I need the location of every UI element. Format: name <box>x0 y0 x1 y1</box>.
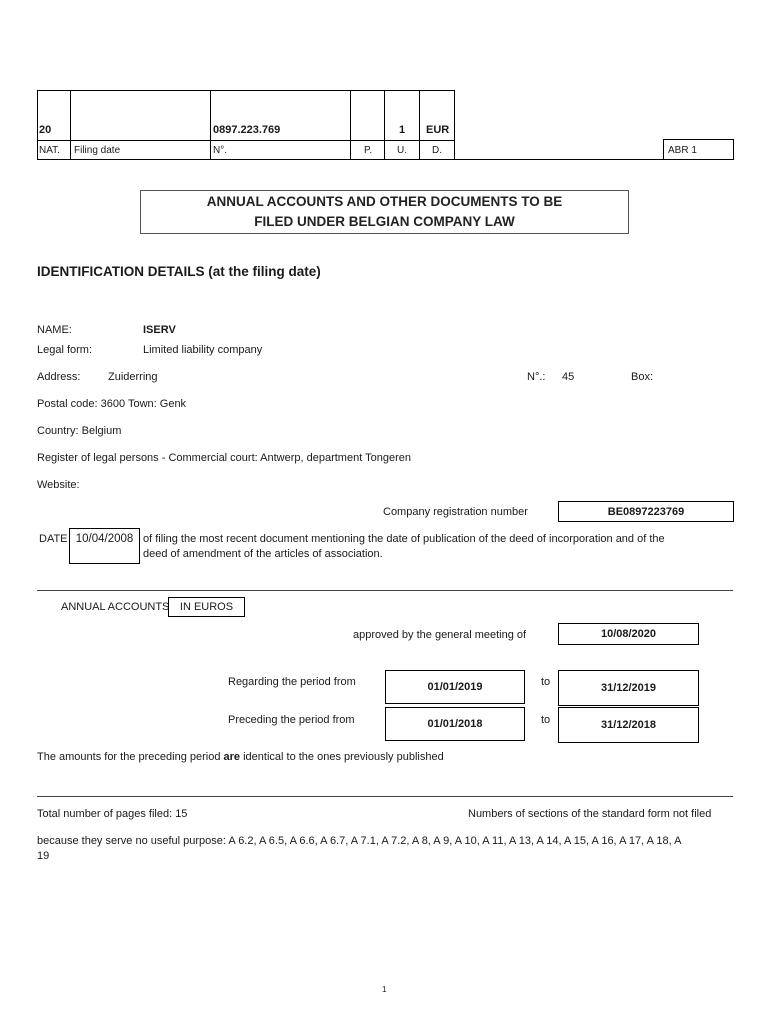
legal-form-label: Legal form: <box>37 344 93 356</box>
title-line-2: FILED UNDER BELGIAN COMPANY LAW <box>254 214 515 229</box>
country-value: Belgium <box>81 425 122 437</box>
website-label: Website: <box>37 479 80 491</box>
period-to: 31/12/2019 <box>558 670 699 706</box>
postal-line <box>37 398 186 410</box>
preceding-label: Preceding the period from <box>228 714 355 726</box>
company-reg-value: BE0897223769 <box>558 501 734 522</box>
filing-date-value: 10/04/2008 <box>69 528 140 564</box>
legal-form-value: Limited liability company <box>143 344 263 356</box>
sections-not-filed: Numbers of sections of the standard form not filed <box>468 808 712 820</box>
approved-label: approved by the general meeting of <box>353 629 527 641</box>
section-divider-1 <box>37 590 733 591</box>
town-value: Genk <box>159 398 187 410</box>
d-value: EUR <box>426 124 450 136</box>
address-label: Address: <box>37 371 81 383</box>
u-value: 1 <box>399 124 406 136</box>
box-label: Box: <box>631 371 654 383</box>
number-value: 0897.223.769 <box>213 124 281 136</box>
annual-accounts-label: ANNUAL ACCOUNTS <box>61 601 170 613</box>
period-to-label: to <box>541 676 551 688</box>
page-number: 1 <box>382 985 387 994</box>
street-number-label: N°.: <box>527 371 546 383</box>
register-line <box>37 452 411 464</box>
section-divider-2 <box>37 796 733 797</box>
d-label: D. <box>432 145 442 156</box>
preceding-to: 31/12/2018 <box>558 707 699 743</box>
identical-statement <box>37 751 444 763</box>
header-baseline <box>455 159 664 160</box>
preceding-to-label: to <box>541 714 551 726</box>
postal-value: 3600 <box>100 398 126 410</box>
country-line <box>37 425 121 437</box>
reason-line-1: because they serve no useful purpose: A 6.2, A 6.5, A 6.6, A 6.7, A 7.1, A 7.2, A 8, A 9, A 10, A 11, A 13, A 14, A 15, A 16, A 17, A 18, A <box>37 835 682 847</box>
company-reg-label: Company registration number <box>383 506 528 518</box>
header-divider <box>37 140 455 141</box>
currency-box: IN EUROS <box>168 597 245 617</box>
u-label: U. <box>397 145 407 156</box>
name-value: ISERV <box>143 324 176 336</box>
identification-heading: IDENTIFICATION DETAILS (at the filing date) <box>37 264 321 279</box>
number-label: N°. <box>213 145 227 156</box>
date-text-line-1: of filing the most recent document mentioning the date of publication of the deed of incorporation and of the <box>143 533 665 545</box>
p-label: P. <box>364 145 373 156</box>
street-number-value: 45 <box>562 371 575 383</box>
preceding-from: 01/01/2018 <box>385 707 525 741</box>
country-label: Country: <box>37 425 79 437</box>
identical-pre: The amounts for the preceding period <box>37 751 221 763</box>
name-label: NAME: <box>37 324 72 336</box>
register-value: Antwerp, department Tongeren <box>260 452 411 464</box>
register-label: Register of legal persons - Commercial court: <box>37 452 258 464</box>
nat-label: NAT. <box>39 145 60 156</box>
identical-post: identical to the ones previously published <box>243 751 444 763</box>
town-label: Town: <box>127 398 157 410</box>
document-title <box>140 190 629 234</box>
period-label: Regarding the period from <box>228 676 356 688</box>
total-pages: Total number of pages filed: 15 <box>37 808 188 820</box>
title-line-1: ANNUAL ACCOUNTS AND OTHER DOCUMENTS TO BE <box>206 194 563 209</box>
postal-label: Postal code: <box>37 398 98 410</box>
address-value: Zuiderring <box>108 371 158 383</box>
identical-bold: are <box>223 751 241 763</box>
period-from: 01/01/2019 <box>385 670 525 704</box>
date-text-line-2: deed of amendment of the articles of association. <box>143 548 383 560</box>
approved-date: 10/08/2020 <box>558 623 699 645</box>
nat-value: 20 <box>39 124 52 136</box>
reason-line-2: 19 <box>37 850 50 862</box>
form-code: ABR 1 <box>668 145 697 156</box>
filing-date-label: Filing date <box>74 145 121 156</box>
date-label: DATE <box>39 533 68 545</box>
